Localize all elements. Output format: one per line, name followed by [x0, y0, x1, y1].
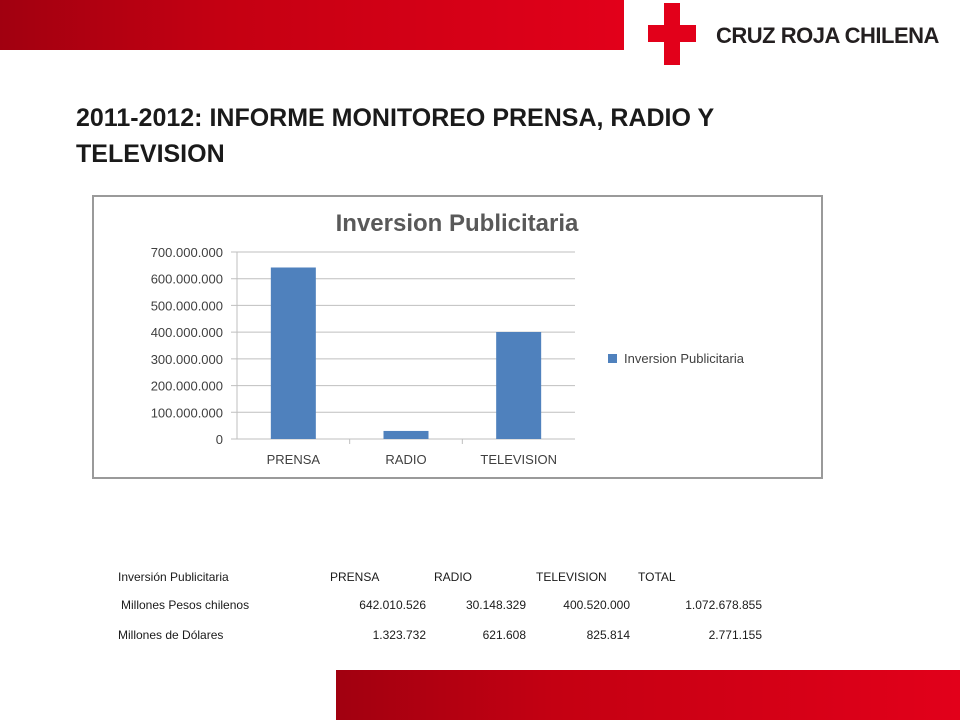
y-tick-label: 600.000.000 — [150, 271, 223, 287]
table-header-total: TOTAL — [638, 570, 676, 584]
top-decorative-bar — [0, 0, 624, 50]
table-cell: 2.771.155 — [708, 628, 762, 642]
table-header-television: TELEVISION — [536, 570, 607, 584]
table-cell: 621.608 — [482, 628, 526, 642]
table-cell: 642.010.526 — [359, 598, 426, 612]
bar-radio — [384, 431, 429, 439]
table-header-radio: RADIO — [434, 570, 473, 584]
bar-television — [496, 332, 541, 439]
bottom-decorative-bar — [336, 670, 960, 720]
y-tick-label: 100.000.000 — [150, 405, 223, 421]
y-tick-label: 400.000.000 — [150, 325, 223, 341]
brand-name: CRUZ ROJA CHILENA — [716, 23, 939, 48]
bar-prensa — [271, 267, 316, 439]
y-tick-label: 500.000.000 — [150, 298, 223, 314]
chart-canvas — [94, 197, 821, 477]
y-tick-label: 700.000.000 — [150, 245, 223, 260]
table-cell: 1.072.678.855 — [685, 598, 762, 612]
red-cross-icon — [648, 3, 696, 65]
y-tick-label: 0 — [215, 432, 223, 447]
table-cell: 1.323.732 — [372, 628, 426, 642]
bar-chart — [92, 195, 823, 479]
table-cell: 30.148.329 — [465, 598, 526, 612]
slide-title: 2011-2012: INFORME MONITOREO PRENSA, RADIO Y TELEVISION — [76, 104, 714, 168]
legend-swatch — [608, 354, 617, 363]
investment-table — [0, 560, 960, 660]
legend-label: Inversion Publicitaria — [624, 351, 744, 366]
table-header-label: Inversión Publicitaria — [118, 570, 229, 584]
table-cell: 400.520.000 — [563, 598, 630, 612]
table-cell: 825.814 — [586, 628, 630, 642]
x-tick-label: TELEVISION — [480, 452, 557, 467]
y-tick-label: 200.000.000 — [150, 378, 223, 394]
x-tick-label: PRENSA — [266, 452, 321, 467]
table-row-label: Millones Pesos chilenos — [121, 598, 250, 612]
table-row-label: Millones de Dólares — [118, 628, 224, 642]
x-tick-label: RADIO — [385, 452, 427, 467]
table-header-prensa: PRENSA — [330, 570, 380, 584]
cruz-roja-logo — [648, 3, 948, 67]
y-tick-label: 300.000.000 — [150, 351, 223, 367]
chart-title: Inversion Publicitaria — [335, 210, 579, 237]
